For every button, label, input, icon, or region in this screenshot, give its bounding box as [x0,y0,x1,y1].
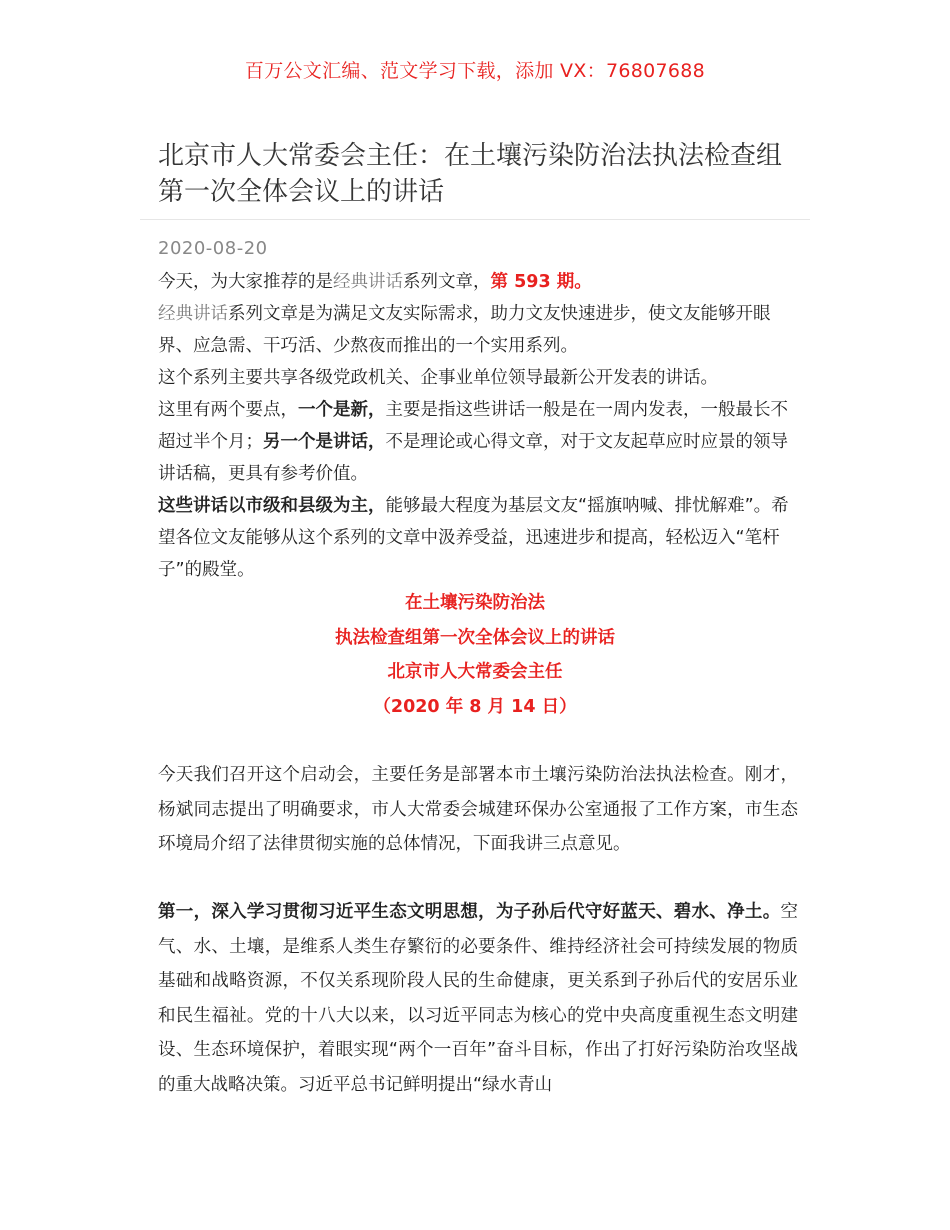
intro-text: 系列文章， [403,272,491,292]
speech-paragraph-2 [158,895,798,1102]
intro-text: 系列文章是为满足文友实际需求，助力文友快速进步，使文友能够开眼界、应急需、干巧活、少熬夜而推出的一个实用系列。 [158,304,771,356]
intro-section [158,266,798,586]
speech-date: （2020 年 8 月 14 日） [373,696,577,717]
title-divider [140,219,810,220]
intro-text: 能够最大程度为基层文友“摇旗呐喊、排忧解难”。希望各位文友能够从这个系列的文章中汲养受益，迅速进步和提高，轻松迈入“笔杆子”的殿堂。 [158,496,789,580]
series-name: 经典讲话 [158,304,228,324]
intro-text: 不是理论或心得文章，对于文友起草应时应景的领导讲话稿，更具有参考价值。 [158,432,788,484]
intro-paragraph-5 [158,490,798,586]
speech-heading [0,586,950,724]
publish-date: 2020-08-20 [158,238,268,259]
article-title [158,138,808,210]
speech-heading-line1: 在土壤污染防治法 [405,593,545,613]
intro-text: 主要是指这些讲话一般是在一周内发表，一般最长不超过半个月； [158,400,788,452]
intro-paragraph-1 [158,266,798,298]
intro-paragraph-4 [158,394,798,490]
intro-text: 今天，为大家推荐的是 [158,272,333,292]
speech-paragraph-2-text: 空气、水、土壤，是维系人类生存繁衍的必要条件、维持经济社会可持续发展的物质基础和战略资源，不仅关系现阶段人民的生命健康，更关系到子孙后代的安居乐业和民生福祉。党的十八大以来，以习近平同志为核心的党中央高度重视生态文明建设、生态环境保护，着眼实现“两个一百年”奋斗目标，作出了打好污染防治攻坚战的重大战略决策。习近平总书记鲜明提出“绿水青山 [158,902,798,1095]
speech-heading-line2: 执法检查组第一次全体会议上的讲话 [335,627,615,648]
speech-speaker: 北京市人大常委会主任 [387,662,563,682]
key-point-level: 这些讲话以市级和县级为主， [158,496,386,516]
key-point-new: 一个是新， [298,400,386,420]
intro-paragraph-3: 这个系列主要共享各级党政机关、企事业单位领导最新公开发表的讲话。 [158,368,718,388]
section-heading-first: 第一，深入学习贯彻习近平生态文明思想，为子孙后代守好蓝天、碧水、净土。 [158,902,781,922]
issue-number: 第 593 期。 [490,272,592,292]
key-point-speech: 另一个是讲话， [263,432,386,452]
intro-paragraph-2 [158,298,798,362]
speech-paragraph-1: 今天我们召开这个启动会，主要任务是部署本市土壤污染防治法执法检查。刚才，杨斌同志提出了明确要求，市人大常委会城建环保办公室通报了工作方案，市生态环境局介绍了法律贯彻实施的总体情况，下面我讲三点意见。 [158,765,798,854]
article-title-line2: 第一次全体会议上的讲话 [158,177,445,207]
series-name: 经典讲话 [333,272,403,292]
article-title-line1: 北京市人大常委会主任：在土壤污染防治法执法检查组 [158,141,783,171]
promo-banner: 百万公文汇编、范文学习下载，添加 VX：76807688 [244,60,706,82]
intro-text: 这里有两个要点， [158,400,298,420]
